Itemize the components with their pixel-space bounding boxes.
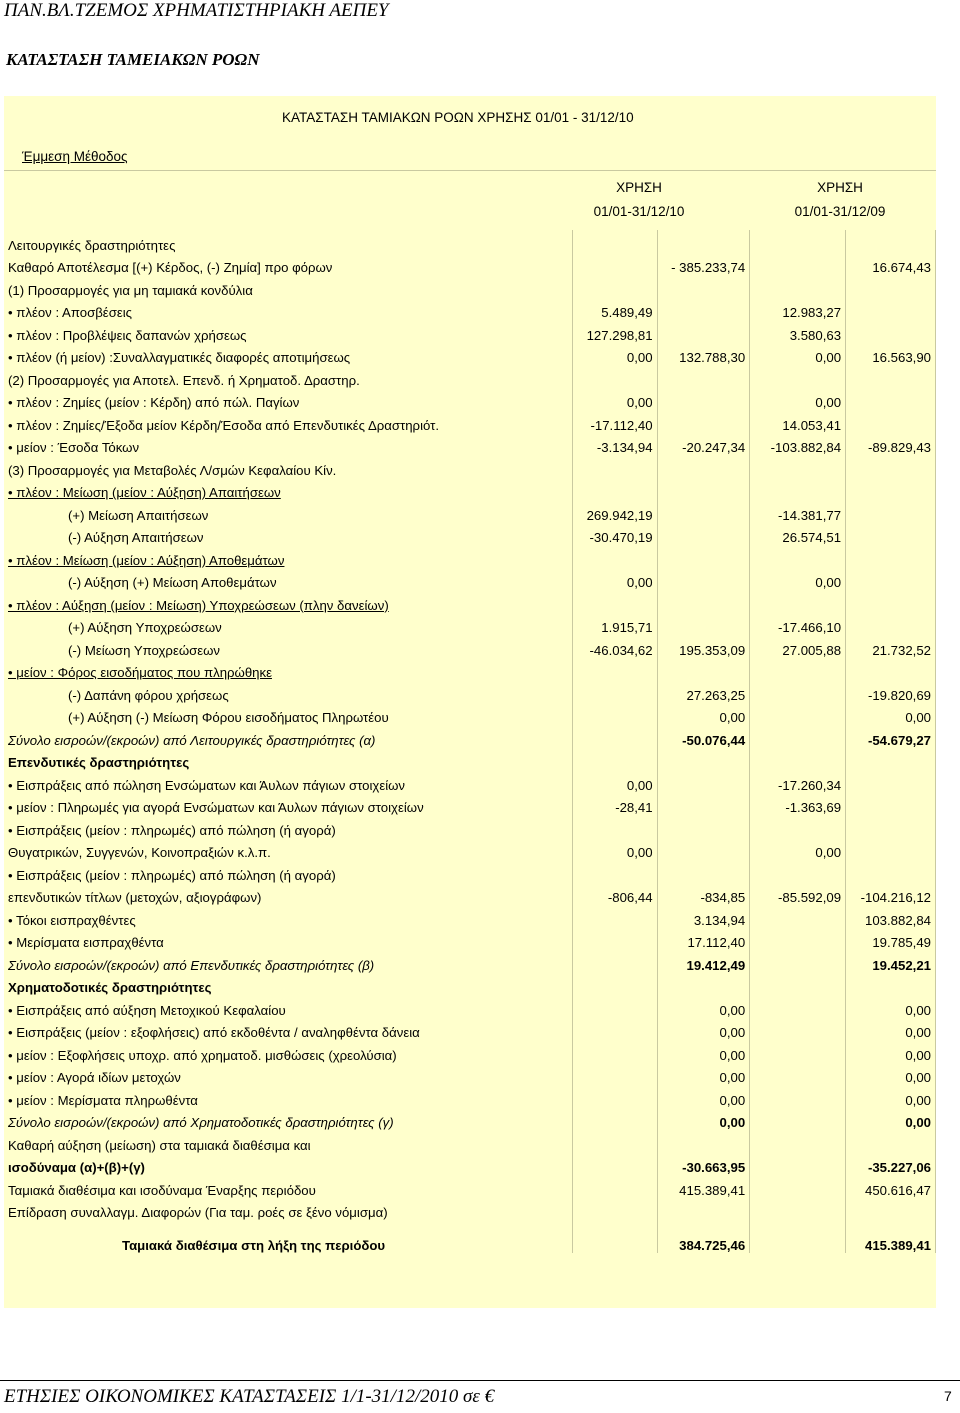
value-cell-c4 xyxy=(846,770,936,793)
table-row xyxy=(4,253,936,276)
value-cell-c4 xyxy=(846,478,936,501)
value-cell-c4 xyxy=(846,388,936,411)
title-band xyxy=(4,96,936,171)
value-cell-c1 xyxy=(573,1220,658,1230)
value-cell-c2: 0,00 xyxy=(657,1108,750,1131)
value-cell-c4 xyxy=(846,1130,936,1153)
row-label: Ταμιακά διαθέσιμα και ισοδύναμα Έναρξης περιόδου xyxy=(4,1175,573,1198)
value-cell-c3: 0,00 xyxy=(750,838,846,861)
row-label: (-) Δαπάνη φόρου χρήσεως xyxy=(4,680,573,703)
value-cell-c2 xyxy=(657,523,750,546)
row-label: • Μερίσματα εισπραχθέντα xyxy=(4,928,573,951)
value-cell-c1 xyxy=(573,1108,658,1131)
value-cell-c4: -89.829,43 xyxy=(846,433,936,456)
row-label: (-) Αύξηση (+) Μείωση Αποθεμάτων xyxy=(4,568,573,591)
value-cell-c2 xyxy=(657,298,750,321)
value-cell-c4 xyxy=(846,275,936,298)
value-cell-c1 xyxy=(573,1230,658,1253)
value-cell-c1: 0,00 xyxy=(573,343,658,366)
footer-text: ΕΤΗΣΙΕΣ ΟΙΚΟΝΟΜΙΚΕΣ ΚΑΤΑΣΤΑΣΕΙΣ 1/1-31/12/2010 σε € xyxy=(4,1386,495,1407)
value-cell-c4 xyxy=(846,500,936,523)
value-cell-c2 xyxy=(657,613,750,636)
value-cell-c3 xyxy=(750,860,846,883)
value-cell-c3 xyxy=(750,545,846,568)
value-cell-c2 xyxy=(657,973,750,996)
row-label: • πλέον : Μείωση (μείον : Αύξηση) Αποθεμάτων xyxy=(4,545,573,568)
row-label: (+) Αύξηση (-) Μείωση Φόρου εισοδήματος Πληρωτέου xyxy=(4,703,573,726)
value-cell-c3: -17.466,10 xyxy=(750,613,846,636)
value-cell-c1 xyxy=(573,950,658,973)
value-cell-c1 xyxy=(573,1063,658,1086)
value-cell-c1: -28,41 xyxy=(573,793,658,816)
row-label: Επενδυτικές δραστηριότητες xyxy=(4,748,573,771)
table-row xyxy=(4,1130,936,1153)
table-row xyxy=(4,1175,936,1198)
value-cell-c2 xyxy=(657,793,750,816)
value-cell-c4 xyxy=(846,1220,936,1230)
value-cell-c3 xyxy=(750,725,846,748)
row-label: (1) Προσαρμογές για μη ταμιακά κονδύλια xyxy=(4,275,573,298)
table-row xyxy=(4,478,936,501)
row-label: • Εισπράξεις από πώληση Ενσώματων και Άυλων πάγιων στοιχείων xyxy=(4,770,573,793)
table-row xyxy=(4,905,936,928)
value-cell-c3 xyxy=(750,905,846,928)
value-cell-c3 xyxy=(750,1230,846,1253)
row-label: Σύνολο εισροών/(εκροών) από Επενδυτικές δραστηριότητες (β) xyxy=(4,950,573,973)
footer-rule xyxy=(0,1380,960,1381)
value-cell-c3 xyxy=(750,1153,846,1176)
table-row xyxy=(4,658,936,681)
row-label: Καθαρή αύξηση (μείωση) στα ταμιακά διαθέσιμα και xyxy=(4,1130,573,1153)
statement-title: ΚΑΤΑΣΤΑΣΗ ΤΑΜΙΑΚΩΝ ΡΟΩΝ ΧΡΗΣΗΣ 01/01 - 31/12/10 xyxy=(282,110,634,125)
value-cell-c1 xyxy=(573,703,658,726)
value-cell-c2: 0,00 xyxy=(657,1040,750,1063)
row-label: • πλέον : Αποσβέσεις xyxy=(4,298,573,321)
value-cell-c3: -17.260,34 xyxy=(750,770,846,793)
value-cell-c2 xyxy=(657,568,750,591)
table-row xyxy=(4,950,936,973)
value-cell-c2: 3.134,94 xyxy=(657,905,750,928)
value-cell-c2 xyxy=(657,455,750,478)
value-cell-c1: -3.134,94 xyxy=(573,433,658,456)
value-cell-c2 xyxy=(657,478,750,501)
value-cell-c3: -1.363,69 xyxy=(750,793,846,816)
row-label: (2) Προσαρμογές για Αποτελ. Επενδ. ή Χρηματοδ. Δραστηρ. xyxy=(4,365,573,388)
value-cell-c2: 17.112,40 xyxy=(657,928,750,951)
value-cell-c2 xyxy=(657,658,750,681)
value-cell-c3: 26.574,51 xyxy=(750,523,846,546)
value-cell-c4 xyxy=(846,658,936,681)
row-label: (+) Μείωση Απαιτήσεων xyxy=(4,500,573,523)
value-cell-c4: 0,00 xyxy=(846,1108,936,1131)
value-cell-c3 xyxy=(750,658,846,681)
value-cell-c2: 0,00 xyxy=(657,1085,750,1108)
value-cell-c4: 0,00 xyxy=(846,1040,936,1063)
value-cell-c3 xyxy=(750,973,846,996)
value-cell-c1: 0,00 xyxy=(573,838,658,861)
value-cell-c4 xyxy=(846,410,936,433)
table-row xyxy=(4,838,936,861)
value-cell-c1: -46.034,62 xyxy=(573,635,658,658)
value-cell-c3 xyxy=(750,1063,846,1086)
row-label: Ταμιακά διαθέσιμα στη λήξη της περιόδου xyxy=(4,1230,573,1253)
table-row xyxy=(4,680,936,703)
value-cell-c1: 1.915,71 xyxy=(573,613,658,636)
value-cell-c4: 0,00 xyxy=(846,1085,936,1108)
value-cell-c3 xyxy=(750,1018,846,1041)
value-cell-c4: -19.820,69 xyxy=(846,680,936,703)
value-cell-c3 xyxy=(750,230,846,253)
value-cell-c3: -14.381,77 xyxy=(750,500,846,523)
value-cell-c2 xyxy=(657,1130,750,1153)
row-label: • Εισπράξεις (μείον : εξοφλήσεις) από εκδοθέντα / αναληφθέντα δάνεια xyxy=(4,1018,573,1041)
col-a-period: 01/01-31/12/10 xyxy=(593,204,685,219)
value-cell-c1: 269.942,19 xyxy=(573,500,658,523)
value-cell-c1 xyxy=(573,658,658,681)
row-label: • Εισπράξεις από αύξηση Μετοχικού Κεφαλαίου xyxy=(4,995,573,1018)
value-cell-c4: 0,00 xyxy=(846,995,936,1018)
value-cell-c4: 450.616,47 xyxy=(846,1175,936,1198)
cash-flow-sheet xyxy=(4,96,936,1308)
value-cell-c2: 195.353,09 xyxy=(657,635,750,658)
value-cell-c1 xyxy=(573,590,658,613)
col-a-label: ΧΡΗΣΗ xyxy=(616,180,662,195)
value-cell-c2 xyxy=(657,388,750,411)
row-label: • Τόκοι εισπραχθέντες xyxy=(4,905,573,928)
value-cell-c2: 132.788,30 xyxy=(657,343,750,366)
table-row xyxy=(4,725,936,748)
value-cell-c4 xyxy=(846,230,936,253)
value-cell-c1 xyxy=(573,973,658,996)
row-label: ισοδύναμα (α)+(β)+(γ) xyxy=(4,1153,573,1176)
value-cell-c4: 16.674,43 xyxy=(846,253,936,276)
table-row xyxy=(4,343,936,366)
row-label: • πλέον : Προβλέψεις δαπανών χρήσεως xyxy=(4,320,573,343)
value-cell-c4 xyxy=(846,973,936,996)
value-cell-c1: -806,44 xyxy=(573,883,658,906)
value-cell-c3 xyxy=(750,1130,846,1153)
value-cell-c2: 27.263,25 xyxy=(657,680,750,703)
table-row xyxy=(4,365,936,388)
value-cell-c3 xyxy=(750,1040,846,1063)
row-label: (-) Αύξηση Απαιτήσεων xyxy=(4,523,573,546)
value-cell-c2: -30.663,95 xyxy=(657,1153,750,1176)
value-cell-c2 xyxy=(657,500,750,523)
value-cell-c4 xyxy=(846,860,936,883)
value-cell-c4 xyxy=(846,815,936,838)
value-cell-c3 xyxy=(750,928,846,951)
value-cell-c2 xyxy=(657,860,750,883)
row-label: Θυγατρικών, Συγγενών, Κοινοπραξιών κ.λ.π. xyxy=(4,838,573,861)
table-row xyxy=(4,635,936,658)
value-cell-c2 xyxy=(657,230,750,253)
table-row xyxy=(4,1198,936,1221)
value-cell-c1 xyxy=(573,1175,658,1198)
value-cell-c4: -54.679,27 xyxy=(846,725,936,748)
table-row xyxy=(4,275,936,298)
value-cell-c1 xyxy=(573,478,658,501)
value-cell-c3: -103.882,84 xyxy=(750,433,846,456)
table-row xyxy=(4,703,936,726)
table-row xyxy=(4,1063,936,1086)
value-cell-c1 xyxy=(573,1085,658,1108)
row-label: • Εισπράξεις (μείον : πληρωμές) από πώληση (ή αγορά) xyxy=(4,815,573,838)
value-cell-c3 xyxy=(750,1108,846,1131)
value-cell-c3 xyxy=(750,1220,846,1230)
value-cell-c4: 0,00 xyxy=(846,1063,936,1086)
value-cell-c2 xyxy=(657,838,750,861)
value-cell-c2 xyxy=(657,545,750,568)
row-label: Επίδραση συναλλαγμ. Διαφορών (Για ταμ. ροές σε ξένο νόμισμα) xyxy=(4,1198,573,1221)
table-row xyxy=(4,455,936,478)
row-label: • πλέον (ή μείον) :Συναλλαγματικές διαφορές αποτιμήσεως xyxy=(4,343,573,366)
value-cell-c3: -85.592,09 xyxy=(750,883,846,906)
value-cell-c3 xyxy=(750,995,846,1018)
row-label: Σύνολο εισροών/(εκροών) από Λειτουργικές δραστηριότητες (α) xyxy=(4,725,573,748)
row-label: • μείον : Μερίσματα πληρωθέντα xyxy=(4,1085,573,1108)
value-cell-c1 xyxy=(573,1018,658,1041)
value-cell-c1 xyxy=(573,1130,658,1153)
value-cell-c3 xyxy=(750,748,846,771)
value-cell-c1: 5.489,49 xyxy=(573,298,658,321)
value-cell-c4 xyxy=(846,523,936,546)
row-label: Λειτουργικές δραστηριότητες xyxy=(4,230,573,253)
value-cell-c4 xyxy=(846,298,936,321)
value-cell-c2: -50.076,44 xyxy=(657,725,750,748)
value-cell-c3: 0,00 xyxy=(750,388,846,411)
value-cell-c4: 415.389,41 xyxy=(846,1230,936,1253)
value-cell-c1: -17.112,40 xyxy=(573,410,658,433)
table-row xyxy=(4,860,936,883)
value-cell-c2 xyxy=(657,320,750,343)
value-cell-c4 xyxy=(846,545,936,568)
value-cell-c3: 12.983,27 xyxy=(750,298,846,321)
value-cell-c1 xyxy=(573,253,658,276)
value-cell-c4 xyxy=(846,748,936,771)
row-label: επενδυτικών τίτλων (μετοχών, αξιογράφων) xyxy=(4,883,573,906)
value-cell-c2 xyxy=(657,410,750,433)
value-cell-c2: 0,00 xyxy=(657,1018,750,1041)
table-row xyxy=(4,973,936,996)
value-cell-c3 xyxy=(750,365,846,388)
table-row xyxy=(4,500,936,523)
value-cell-c2 xyxy=(657,275,750,298)
col-b-label: ΧΡΗΣΗ xyxy=(817,180,863,195)
value-cell-c2: -20.247,34 xyxy=(657,433,750,456)
table-row xyxy=(4,433,936,456)
value-cell-c3: 0,00 xyxy=(750,568,846,591)
value-cell-c4 xyxy=(846,568,936,591)
value-cell-c3 xyxy=(750,253,846,276)
row-label: • μείον : Εξοφλήσεις υποχρ. από χρηματοδ. μισθώσεις (χρεολύσια) xyxy=(4,1040,573,1063)
value-cell-c4 xyxy=(846,793,936,816)
value-cell-c4: 19.452,21 xyxy=(846,950,936,973)
value-cell-c1 xyxy=(573,1153,658,1176)
value-cell-c2: -834,85 xyxy=(657,883,750,906)
table-row xyxy=(4,1220,936,1230)
row-label: • πλέον : Αύξηση (μείον : Μείωση) Υποχρεώσεων (πλην δανείων) xyxy=(4,590,573,613)
value-cell-c4: -35.227,06 xyxy=(846,1153,936,1176)
table-row xyxy=(4,298,936,321)
value-cell-c4 xyxy=(846,613,936,636)
value-cell-c1 xyxy=(573,860,658,883)
table-row xyxy=(4,1153,936,1176)
value-cell-c1 xyxy=(573,230,658,253)
value-cell-c2: 415.389,41 xyxy=(657,1175,750,1198)
value-cell-c3 xyxy=(750,703,846,726)
value-cell-c4: 103.882,84 xyxy=(846,905,936,928)
value-cell-c4: 0,00 xyxy=(846,703,936,726)
value-cell-c1 xyxy=(573,545,658,568)
value-cell-c4: 0,00 xyxy=(846,1018,936,1041)
company-name: ΠΑΝ.ΒΛ.ΤΖΕΜΟΣ ΧΡΗΜΑΤΙΣΤΗΡΙΑΚΗ ΑΕΠΕΥ xyxy=(4,0,389,21)
value-cell-c4 xyxy=(846,1198,936,1221)
row-label: (-) Μείωση Υποχρεώσεων xyxy=(4,635,573,658)
value-cell-c1 xyxy=(573,680,658,703)
value-cell-c1: 0,00 xyxy=(573,388,658,411)
table-row xyxy=(4,590,936,613)
value-cell-c4: 21.732,52 xyxy=(846,635,936,658)
table-row xyxy=(4,320,936,343)
value-cell-c2: - 385.233,74 xyxy=(657,253,750,276)
table-row xyxy=(4,545,936,568)
value-cell-c3 xyxy=(750,815,846,838)
method-label: Έμμεση Μέθοδος xyxy=(22,149,128,164)
row-label: • πλέον : Ζημίες (μείον : Κέρδη) από πώλ. Παγίων xyxy=(4,388,573,411)
value-cell-c4: -104.216,12 xyxy=(846,883,936,906)
row-label: • Εισπράξεις (μείον : πληρωμές) από πώληση (ή αγορά) xyxy=(4,860,573,883)
value-cell-c3 xyxy=(750,1198,846,1221)
value-cell-c2: 384.725,46 xyxy=(657,1230,750,1253)
value-cell-c1 xyxy=(573,748,658,771)
value-cell-c4 xyxy=(846,590,936,613)
row-label: • μείον : Φόρος εισοδήματος που πληρώθηκε xyxy=(4,658,573,681)
row-label: • πλέον : Ζημίες/Έξοδα μείον Κέρδη/Έσοδα από Επενδυτικές Δραστηριότ. xyxy=(4,410,573,433)
row-label: (3) Προσαρμογές για Μεταβολές Λ/σμών Κεφαλαίου Κίν. xyxy=(4,455,573,478)
table-row xyxy=(4,1085,936,1108)
table-row xyxy=(4,815,936,838)
value-cell-c3 xyxy=(750,478,846,501)
value-cell-c4 xyxy=(846,365,936,388)
value-cell-c1: 127.298,81 xyxy=(573,320,658,343)
value-cell-c1 xyxy=(573,275,658,298)
value-cell-c3 xyxy=(750,275,846,298)
table-row xyxy=(4,388,936,411)
value-cell-c4 xyxy=(846,455,936,478)
value-cell-c2 xyxy=(657,590,750,613)
value-cell-c1 xyxy=(573,725,658,748)
cash-flow-table xyxy=(4,230,936,1253)
row-label: • μείον : Αγορά ιδίων μετοχών xyxy=(4,1063,573,1086)
value-cell-c1 xyxy=(573,455,658,478)
row-label: • πλέον : Μείωση (μείον : Αύξηση) Απαιτήσεων xyxy=(4,478,573,501)
value-cell-c1 xyxy=(573,995,658,1018)
table-row xyxy=(4,770,936,793)
row-label: Καθαρό Αποτέλεσμα [(+) Κέρδος, (-) Ζημία] προ φόρων xyxy=(4,253,573,276)
value-cell-c1: 0,00 xyxy=(573,770,658,793)
value-cell-c2 xyxy=(657,1220,750,1230)
value-cell-c4: 16.563,90 xyxy=(846,343,936,366)
value-cell-c3 xyxy=(750,680,846,703)
section-title: ΚΑΤΑΣΤΑΣΗ ΤΑΜΕΙΑΚΩΝ ΡΟΩΝ xyxy=(6,50,260,69)
table-row xyxy=(4,1230,936,1253)
value-cell-c1 xyxy=(573,928,658,951)
row-label: Σύνολο εισροών/(εκροών) από Χρηματοδοτικές δραστηριότητες (γ) xyxy=(4,1108,573,1131)
table-row xyxy=(4,883,936,906)
table-row xyxy=(4,793,936,816)
value-cell-c1: 0,00 xyxy=(573,568,658,591)
row-label: • μείον : Πληρωμές για αγορά Ενσώματων και Άυλων πάγιων στοιχείων xyxy=(4,793,573,816)
value-cell-c2 xyxy=(657,770,750,793)
value-cell-c2 xyxy=(657,1198,750,1221)
value-cell-c3 xyxy=(750,950,846,973)
value-cell-c2: 0,00 xyxy=(657,995,750,1018)
value-cell-c2: 19.412,49 xyxy=(657,950,750,973)
table-row xyxy=(4,523,936,546)
row-label xyxy=(4,1220,573,1230)
row-label: (+) Αύξηση Υποχρεώσεων xyxy=(4,613,573,636)
value-cell-c3: 27.005,88 xyxy=(750,635,846,658)
value-cell-c2: 0,00 xyxy=(657,1063,750,1086)
table-row xyxy=(4,928,936,951)
value-cell-c1 xyxy=(573,365,658,388)
value-cell-c3 xyxy=(750,1085,846,1108)
value-cell-c3 xyxy=(750,455,846,478)
value-cell-c3 xyxy=(750,1175,846,1198)
table-row xyxy=(4,1040,936,1063)
row-label: • μείον : Έσοδα Τόκων xyxy=(4,433,573,456)
value-cell-c1: -30.470,19 xyxy=(573,523,658,546)
value-cell-c4: 19.785,49 xyxy=(846,928,936,951)
value-cell-c2 xyxy=(657,748,750,771)
table-row xyxy=(4,613,936,636)
value-cell-c1 xyxy=(573,1040,658,1063)
table-row xyxy=(4,410,936,433)
table-row xyxy=(4,748,936,771)
value-cell-c1 xyxy=(573,905,658,928)
value-cell-c3: 3.580,63 xyxy=(750,320,846,343)
table-row xyxy=(4,995,936,1018)
value-cell-c2: 0,00 xyxy=(657,703,750,726)
value-cell-c3: 14.053,41 xyxy=(750,410,846,433)
col-b-period: 01/01-31/12/09 xyxy=(794,204,886,219)
table-row xyxy=(4,568,936,591)
page-number: 7 xyxy=(944,1388,952,1404)
value-cell-c4 xyxy=(846,320,936,343)
value-cell-c1 xyxy=(573,815,658,838)
value-cell-c3: 0,00 xyxy=(750,343,846,366)
table-row xyxy=(4,230,936,253)
value-cell-c1 xyxy=(573,1198,658,1221)
value-cell-c2 xyxy=(657,365,750,388)
table-row xyxy=(4,1018,936,1041)
value-cell-c3 xyxy=(750,590,846,613)
value-cell-c4 xyxy=(846,838,936,861)
table-row xyxy=(4,1108,936,1131)
value-cell-c2 xyxy=(657,815,750,838)
row-label: Χρηματοδοτικές δραστηριότητες xyxy=(4,973,573,996)
